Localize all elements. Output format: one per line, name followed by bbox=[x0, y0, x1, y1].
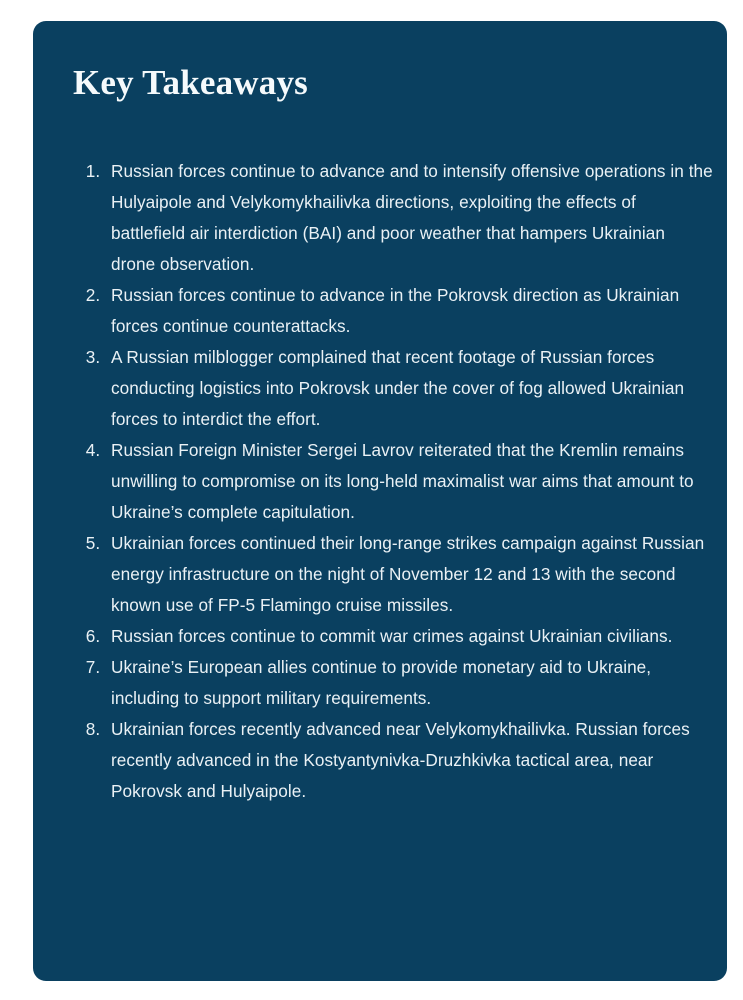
list-item: 4. Russian Foreign Minister Sergei Lavrov reiterated that the Kremlin remains unwilling to compromise on its long-held maximalist war aims that amount to Ukraine’s complete capitulation. bbox=[105, 435, 713, 528]
list-item: 1. Russian forces continue to advance and to intensify offensive operations in the Hulyaipole and Velykomykhailivka directions, exploiting the effects of battlefield air interdiction (BAI) and poor weather that hampers Ukrainian drone observation. bbox=[105, 156, 713, 280]
page-title: Key Takeaways bbox=[73, 63, 309, 102]
list-item: 7. Ukraine’s European allies continue to provide monetary aid to Ukraine, including to support military requirements. bbox=[105, 652, 713, 714]
key-takeaways-card bbox=[33, 21, 727, 981]
list-item: 3. A Russian milblogger complained that recent footage of Russian forces conducting logistics into Pokrovsk under the cover of fog allowed Ukrainian forces to interdict the effort. bbox=[105, 342, 713, 435]
list-item: 5. Ukrainian forces continued their long-range strikes campaign against Russian energy infrastructure on the night of November 12 and 13 with the second known use of FP-5 Flamingo cruise missiles. bbox=[105, 528, 713, 621]
takeaways-list bbox=[73, 156, 713, 807]
list-item: 2. Russian forces continue to advance in the Pokrovsk direction as Ukrainian forces continue counterattacks. bbox=[105, 280, 713, 342]
list-item: 6. Russian forces continue to commit war crimes against Ukrainian civilians. bbox=[105, 621, 713, 652]
list-item: 8. Ukrainian forces recently advanced near Velykomykhailivka. Russian forces recently advanced in the Kostyantynivka-Druzhkivka tactical area, near Pokrovsk and Hulyaipole. bbox=[105, 714, 713, 807]
